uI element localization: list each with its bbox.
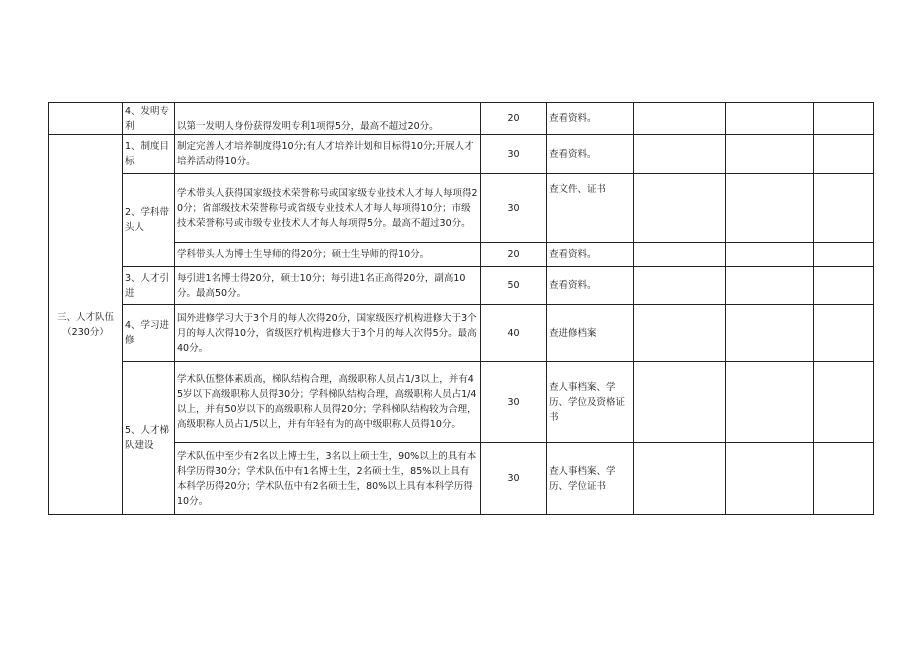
blank-cell — [634, 243, 726, 267]
criteria-cell: 每引进1名博士得20分，硕士10分；每引进1名正高得20分，副高10分。最高50分。 — [175, 267, 481, 305]
blank-cell — [814, 103, 874, 135]
table-row — [49, 305, 874, 362]
score-cell: 30 — [481, 362, 547, 443]
blank-cell — [814, 305, 874, 362]
item-cell: 2、学科带头人 — [123, 174, 175, 267]
criteria-cell: 学术队伍中至少有2名以上博士生，3名以上硕士生，90%以上的具有本科学历得30分；学术队伍中有1名博士生，2名硕士生，85%以上具有本科学历得20分；学术队伍中有2名硕士生，80%以上具有本科学历得10分。 — [175, 443, 481, 515]
blank-cell — [726, 362, 814, 443]
table-row — [49, 174, 874, 243]
section-cell — [49, 135, 123, 515]
blank-cell — [726, 174, 814, 243]
item-cell: 4、学习进修 — [123, 305, 175, 362]
blank-cell — [814, 135, 874, 174]
blank-cell — [634, 174, 726, 243]
method-cell: 查看资料。 — [547, 267, 634, 305]
blank-cell — [634, 135, 726, 174]
section-name: 三、人才队伍 — [56, 311, 114, 323]
score-cell: 30 — [481, 443, 547, 515]
score-cell: 30 — [481, 135, 547, 174]
blank-cell — [634, 305, 726, 362]
score-cell: 40 — [481, 305, 547, 362]
criteria-cell: 学术带头人获得国家级技术荣誉称号或国家级专业技术人才每人每项得20分；省部级技术荣誉称号或省级专业技术人才每人每项得10分；市级技术荣誉称号或市级专业技术人才每人每项得5分。最高不超过30分。 — [175, 174, 481, 243]
score-cell: 30 — [481, 174, 547, 243]
method-cell: 查人事档案、学历、学位及资格证书 — [547, 362, 634, 443]
blank-cell — [634, 362, 726, 443]
blank-cell — [726, 443, 814, 515]
item-cell: 3、人才引进 — [123, 267, 175, 305]
table-row — [49, 135, 874, 174]
evaluation-table — [48, 102, 874, 515]
blank-cell — [726, 103, 814, 135]
blank-cell — [726, 135, 814, 174]
table-row — [49, 103, 874, 135]
blank-cell — [814, 174, 874, 243]
method-cell: 查人事档案、学历、学位证书 — [547, 443, 634, 515]
item-cell: 5、人才梯队建设 — [123, 362, 175, 515]
table-row — [49, 267, 874, 305]
section-cell-empty — [49, 103, 123, 135]
blank-cell — [726, 243, 814, 267]
criteria-cell: 以第一发明人身份获得发明专利1项得5分，最高不超过20分。 — [175, 103, 481, 135]
blank-cell — [726, 267, 814, 305]
section-score: （230分） — [62, 326, 109, 338]
blank-cell — [634, 443, 726, 515]
table-row — [49, 362, 874, 443]
blank-cell — [814, 267, 874, 305]
blank-cell — [634, 267, 726, 305]
method-cell: 查看资料。 — [547, 135, 634, 174]
blank-cell — [814, 362, 874, 443]
criteria-cell: 学科带头人为博士生导师的得20分；硕士生导师的得10分。 — [175, 243, 481, 267]
criteria-cell: 学术队伍整体素质高，梯队结构合理，高级职称人员占1/3以上，并有45岁以下高级职称人员得30分；学科梯队结构合理，高级职称人员占1/4以上，并有50岁以下的高级职称人员得20分；学科梯队结构较为合理，高级职称人员占1/5以上，并有年轻有为的高中级职称人员得10分。 — [175, 362, 481, 443]
score-cell: 20 — [481, 103, 547, 135]
item-cell: 4、发明专利 — [123, 103, 175, 135]
criteria-cell: 制定完善人才培养制度得10分;有人才培养计划和目标得10分;开展人才培养活动得10分。 — [175, 135, 481, 174]
item-cell: 1、制度目标 — [123, 135, 175, 174]
score-cell: 50 — [481, 267, 547, 305]
method-cell: 查文件、证书 — [547, 174, 634, 243]
method-cell: 查进修档案 — [547, 305, 634, 362]
blank-cell — [634, 103, 726, 135]
blank-cell — [726, 305, 814, 362]
method-cell: 查看资料。 — [547, 243, 634, 267]
criteria-cell: 国外进修学习大于3个月的每人次得20分，国家级医疗机构进修大于3个月的每人次得10分，省级医疗机构进修大于3个月的每人次得5分。最高40分。 — [175, 305, 481, 362]
score-cell: 20 — [481, 243, 547, 267]
method-cell: 查看资料。 — [547, 103, 634, 135]
blank-cell — [814, 443, 874, 515]
blank-cell — [814, 243, 874, 267]
